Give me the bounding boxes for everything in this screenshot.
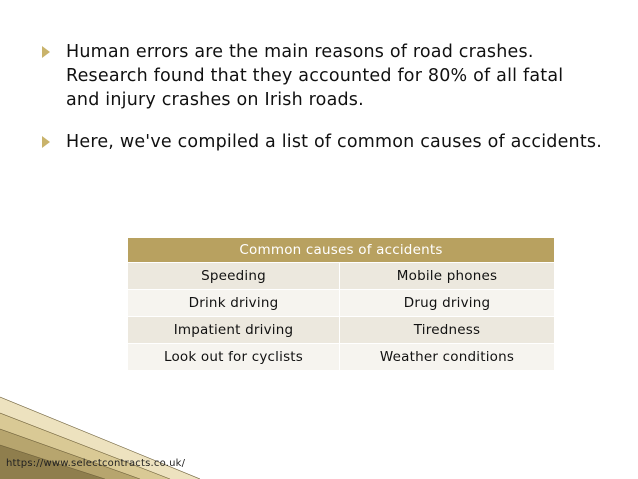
table-cell: Look out for cyclists [128,344,340,371]
table-cell: Weather conditions [340,344,555,371]
bullet-item [42,40,602,112]
table-row [128,317,554,344]
table-cell: Speeding [128,263,340,290]
table-row [128,344,554,371]
table-cell: Impatient driving [128,317,340,344]
table-header-row [128,238,554,263]
table-row [128,263,554,290]
triangle-bullet-icon [42,136,50,148]
triangle-bullet-icon [42,46,50,58]
bullet-item [42,130,602,154]
bullet-text: Here, we've compiled a list of common causes of accidents. [66,132,602,152]
causes-table [128,238,554,370]
table-cell: Mobile phones [340,263,555,290]
table-cell: Drug driving [340,290,555,317]
table-header: Common causes of accidents [128,238,554,263]
table-row [128,290,554,317]
table-cell: Tiredness [340,317,555,344]
source-link[interactable]: https://www.selectcontracts.co.uk/ [6,458,186,469]
table-cell: Drink driving [128,290,340,317]
bullet-text: Human errors are the main reasons of road crashes. Research found that they accounted for 80% of all fatal and injury crashes on Irish roads. [66,42,564,110]
bullet-list [42,40,602,172]
